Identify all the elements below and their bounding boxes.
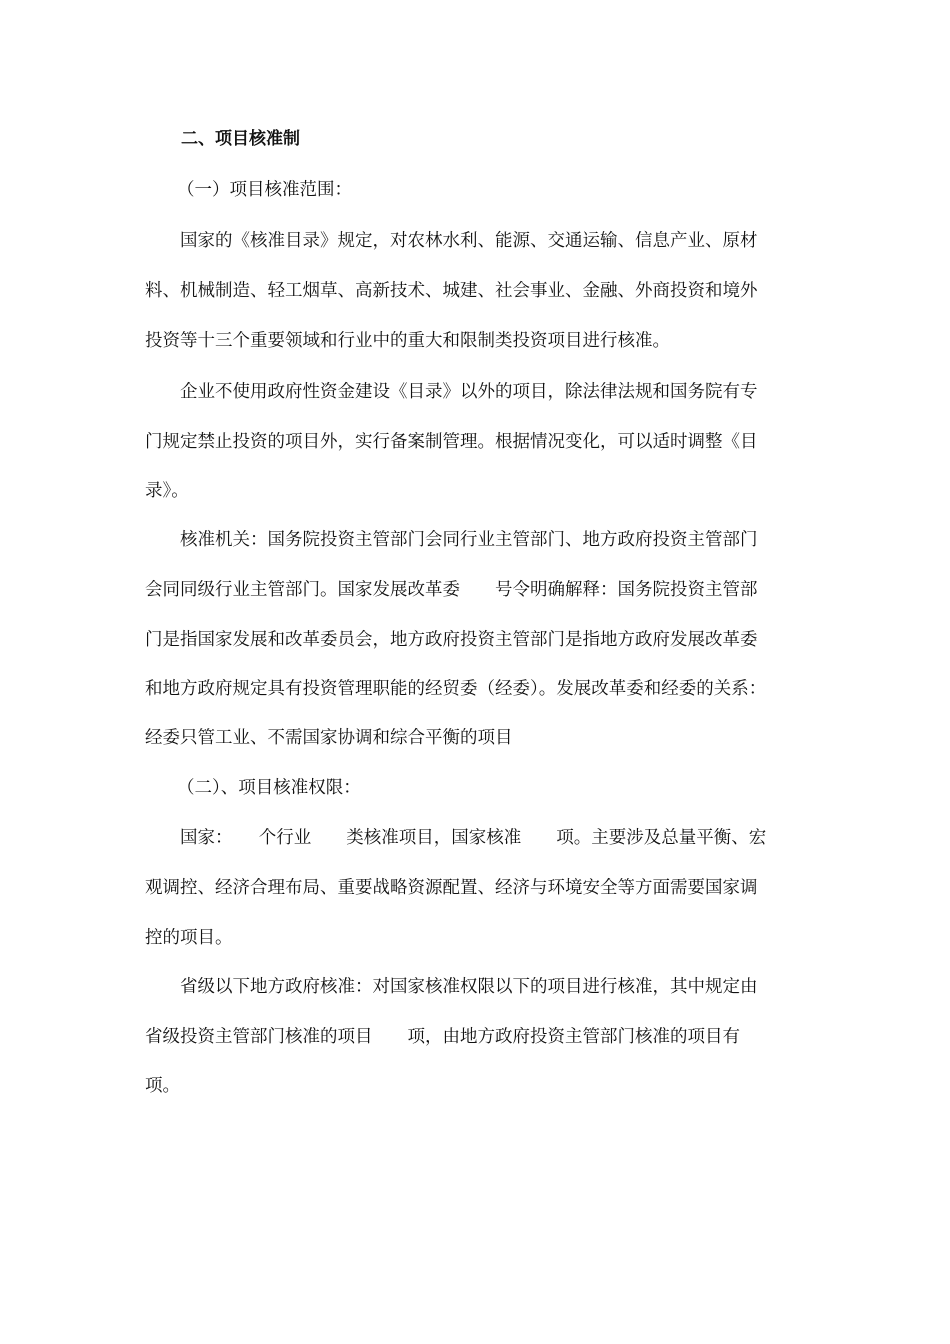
paragraph-national-line-1: 国家： 个行业 类核准项目，国家核准 项。主要涉及总量平衡、宏 bbox=[180, 828, 767, 848]
section-heading: 二、项目核准制 bbox=[181, 129, 300, 149]
paragraph-catalog-line-3: 投资等十三个重要领域和行业中的重大和限制类投资项目进行核准。 bbox=[145, 331, 670, 351]
paragraph-authority-line-5: 经委只管工业、不需国家协调和综合平衡的项目 bbox=[145, 728, 513, 748]
paragraph-filing-line-1: 企业不使用政府性资金建设《目录》以外的项目，除法律法规和国务院有专 bbox=[180, 382, 758, 402]
paragraph-filing-line-2: 门规定禁止投资的项目外，实行备案制管理。根据情况变化，可以适时调整《目 bbox=[145, 432, 758, 452]
paragraph-provincial-line-1: 省级以下地方政府核准：对国家核准权限以下的项目进行核准，其中规定由 bbox=[180, 977, 758, 997]
paragraph-catalog-line-2: 料、机械制造、轻工烟草、高新技术、城建、社会事业、金融、外商投资和境外 bbox=[145, 281, 758, 301]
paragraph-authority-line-1: 核准机关：国务院投资主管部门会同行业主管部门、地方政府投资主管部门 bbox=[180, 530, 758, 550]
subsection-heading-authority: （二）、项目核准权限： bbox=[177, 778, 361, 798]
paragraph-authority-line-2: 会同同级行业主管部门。国家发展改革委 号令明确解释：国务院投资主管部 bbox=[145, 580, 758, 600]
paragraph-provincial-line-3: 项。 bbox=[145, 1076, 180, 1096]
paragraph-authority-line-3: 门是指国家发展和改革委员会，地方政府投资主管部门是指地方政府发展改革委 bbox=[145, 630, 758, 650]
subsection-heading-scope: （一）项目核准范围： bbox=[177, 180, 352, 200]
paragraph-national-line-2: 观调控、经济合理布局、重要战略资源配置、经济与环境安全等方面需要国家调 bbox=[145, 878, 758, 898]
paragraph-catalog-line-1: 国家的《核准目录》规定，对农林水利、能源、交通运输、信息产业、原材 bbox=[180, 231, 758, 251]
paragraph-provincial-line-2: 省级投资主管部门核准的项目 项，由地方政府投资主管部门核准的项目有 bbox=[145, 1027, 740, 1047]
paragraph-filing-line-3: 录》。 bbox=[145, 481, 189, 501]
paragraph-national-line-3: 控的项目。 bbox=[145, 928, 233, 948]
paragraph-authority-line-4: 和地方政府规定具有投资管理职能的经贸委（经委）。发展改革委和经委的关系： bbox=[145, 679, 767, 699]
